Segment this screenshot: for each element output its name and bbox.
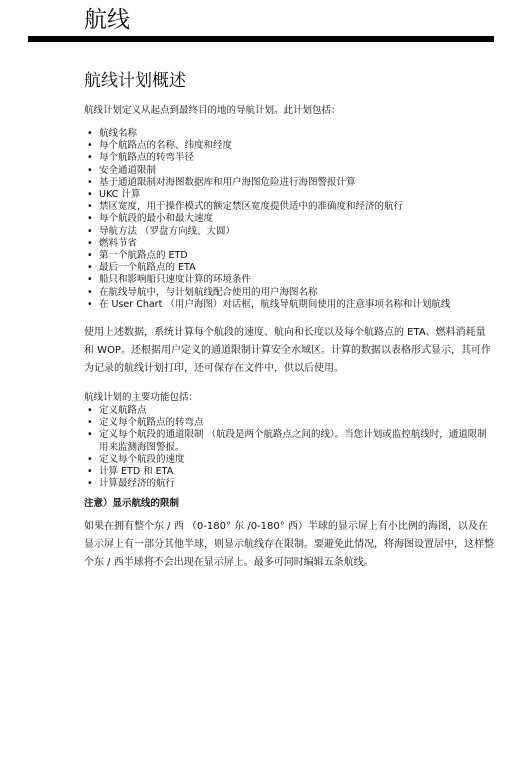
- list-item: • 燃料节省: [84, 238, 494, 250]
- list-item: • 最后一个航路点的 ETA: [84, 262, 494, 274]
- content: [84, 104, 494, 572]
- list-item: • 计算最经济的航行: [84, 478, 494, 490]
- chapter-rule: [28, 36, 494, 42]
- functions-intro: 航线计划的主要功能包括：: [84, 392, 199, 404]
- list-item: • 船只和影响船只速度计算的环境条件: [84, 274, 494, 286]
- list-item: • 每个航段的最小和最大速度: [84, 213, 494, 225]
- note-heading: 注意）显示航线的限制: [84, 498, 180, 510]
- list-item: • 导航方法 （罗盘方向线、大圆）: [84, 226, 494, 238]
- section-title: 航线计划概述: [84, 71, 186, 91]
- note-paragraph: 如果在拥有整个东 / 西 （0-180° 东 /0-180° 西）半球的显示屏上有小比例的海图，以及在显示屏上有一部分其他半球，则显示航线存在限制。要避免此情况，将海图设置居中，这样整个东 / 西半球将不会出现在显示屏上。最多可同时编辑五条航线。: [84, 521, 494, 569]
- list-item: • 安全通道限制: [84, 165, 494, 177]
- list-item: • 航线名称: [84, 128, 494, 140]
- list-item: • UKC 计算: [84, 189, 494, 201]
- list-item: • 计算 ETD 和 ETA: [84, 466, 494, 478]
- list-item: • 第一个航路点的 ETD: [84, 250, 494, 262]
- list-item: • 定义每个航段的速度: [84, 454, 494, 466]
- list-item: • 在 User Chart （用户海图）对话框，航线导航期间使用的注意事项名称和计划航线: [84, 299, 494, 311]
- list-item: • 禁区宽度，用于操作模式的额定禁区宽度提供适中的准确度和经济的航行: [84, 201, 494, 213]
- chapter-title: 航线: [84, 7, 130, 33]
- intro-paragraph: 航线计划定义从起点到最终目的地的导航计划。此计划包括：: [84, 105, 341, 116]
- list-item: • 在航线导航中，与计划航线配合使用的用户海图名称: [84, 287, 494, 299]
- list-item: • 每个航路点的转弯半径: [84, 152, 494, 164]
- function-items-list: [84, 405, 494, 490]
- list-item: • 基于通道限制对海图数据库和用户海图危险进行海图警报计算: [84, 177, 494, 189]
- plan-items-list: [84, 128, 494, 311]
- list-item: • 每个航路点的名称、纬度和经度: [84, 140, 494, 152]
- list-item: • 定义航路点: [84, 405, 494, 417]
- calculation-paragraph: 使用上述数据，系统计算每个航段的速度、航向和长度以及每个航路点的 ETA、燃料消耗量和 WOP。还根据用户定义的通道限制计算安全水域区。计算的数据以表格形式显示，其可作为记录的航线计划打印，还可保存在文件中，供以后使用。: [84, 327, 491, 375]
- list-item: • 定义每个航路点的转弯点: [84, 417, 494, 429]
- list-item: • 定义每个航段的通道限制 （航段是两个航路点之间的线）。当您计划或监控航线时，通道限制用来监测海图警报。: [84, 429, 494, 453]
